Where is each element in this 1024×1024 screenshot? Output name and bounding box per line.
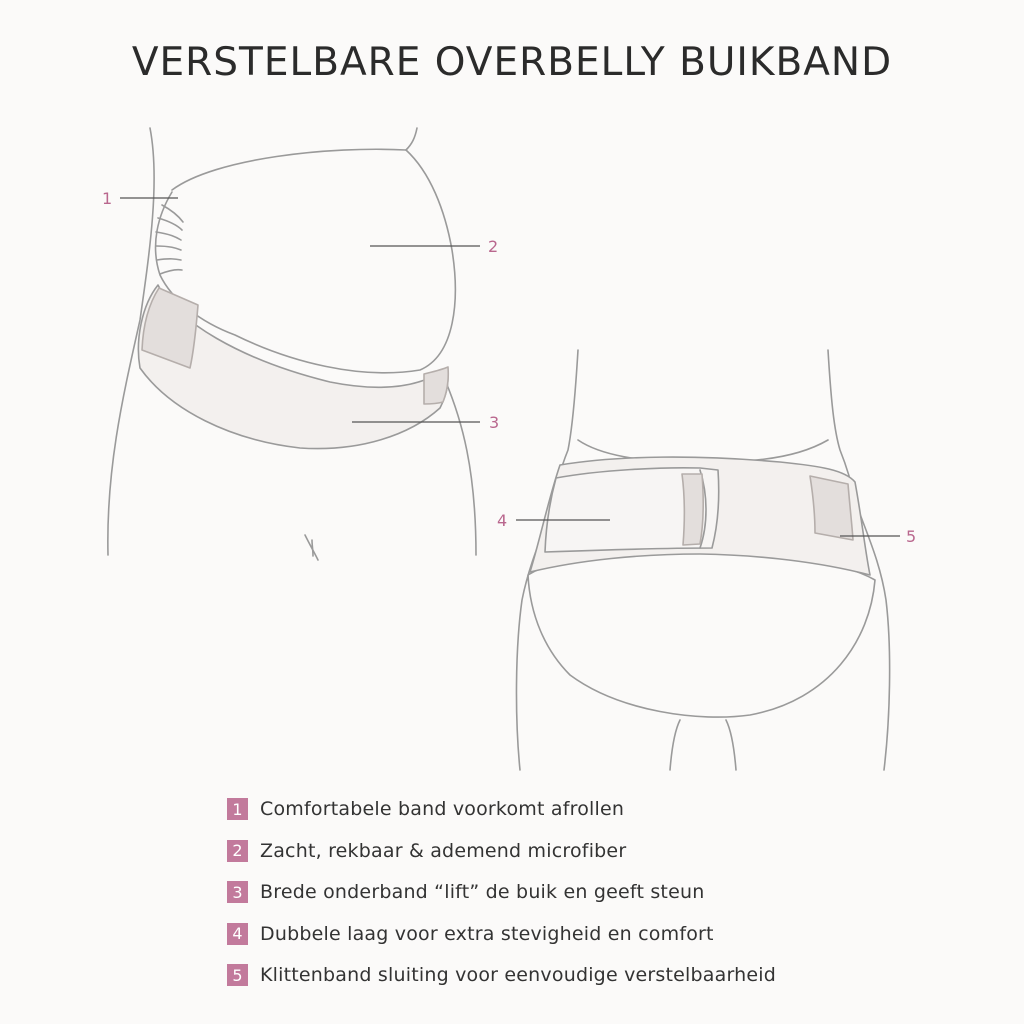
callout-number-5: 5 [906, 527, 917, 546]
callout-number-2: 2 [488, 237, 499, 256]
legend-item-1 [227, 797, 776, 821]
side-band-right-patch [424, 367, 448, 404]
callout-number-4: 4 [497, 511, 508, 530]
legend-text: Zacht, rekbaar & ademend microfiber [260, 839, 627, 862]
legend-number-badge: 5 [227, 964, 248, 986]
legend-number-badge: 1 [227, 798, 248, 820]
page-title: VERSTELBARE OVERBELLY BUIKBAND [131, 40, 893, 85]
back-briefs [528, 550, 875, 717]
legend-text: Klittenband sluiting voor eenvoudige verstelbaarheid [260, 964, 777, 986]
back-velcro-closure [810, 476, 853, 540]
legend-number-badge: 4 [227, 923, 248, 945]
legend-number-badge: 3 [227, 881, 248, 903]
feature-legend [227, 797, 776, 1005]
legend-item-3 [227, 880, 776, 904]
legend-number-badge: 2 [227, 840, 248, 862]
callout-number-1: 1 [102, 189, 113, 208]
callout-number-3: 3 [489, 413, 500, 432]
back-velcro-tab [682, 474, 703, 545]
legend-text: Comfortabele band voorkomt afrollen [260, 798, 625, 820]
legend-item-4 [227, 922, 776, 946]
legend-item-2 [227, 839, 776, 863]
legend-text: Dubbele laag voor extra stevigheid en comfort [260, 922, 714, 945]
legend-item-5 [227, 963, 776, 987]
legend-text: Brede onderband “lift” de buik en geeft steun [260, 881, 705, 903]
